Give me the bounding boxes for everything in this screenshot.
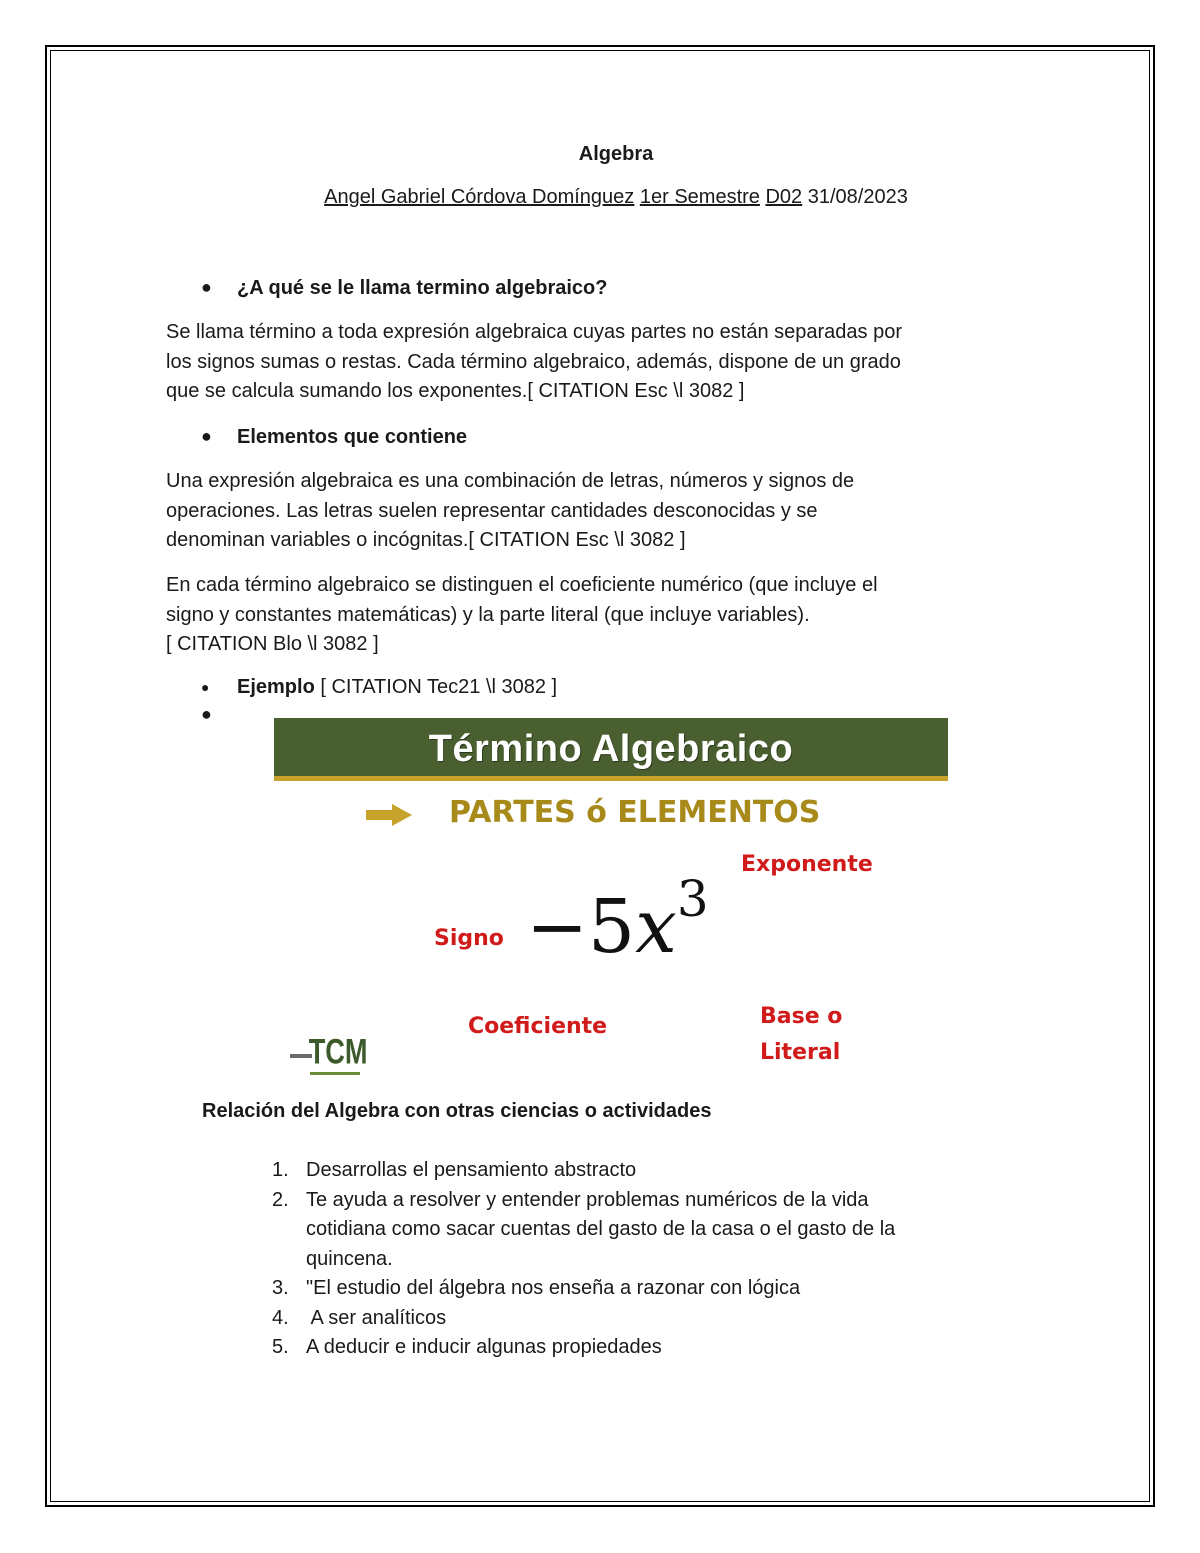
list-number: 2. (272, 1188, 289, 1211)
document-subtitle (0, 186, 1200, 209)
elements-heading-text: Elementos que contiene (237, 426, 468, 448)
tcm-logo (290, 1024, 370, 1084)
paragraph-line: Se llama término a toda expresión algebraica cuyas partes no están separadas por (166, 321, 902, 343)
list-number: 4. (272, 1306, 289, 1329)
list-item-line: A ser analíticos (306, 1306, 447, 1329)
list-item-line: Desarrollas el pensamiento abstracto (306, 1159, 637, 1181)
paragraph-line: operaciones. Las letras suelen representar cantidades desconocidas y se (166, 499, 818, 522)
example-citation: [ CITATION Tec21 \l 3082 ] (314, 676, 558, 698)
list-item-line: cotidiana como sacar cuentas del gasto de la casa o el gasto de la (306, 1218, 896, 1240)
elements-heading (201, 426, 468, 449)
semester: 1er Semestre (639, 186, 760, 208)
base-label-line2: Literal (760, 1040, 841, 1065)
coefficient-label: Coeficiente (468, 1014, 608, 1039)
expression-variable: x (635, 884, 677, 970)
question-heading (201, 277, 608, 300)
paragraph-line: los signos sumas o restas. Cada término algebraico, además, dispone de un grado (166, 350, 901, 373)
list-item-line: Te ayuda a resolver y entender problemas numéricos de la vida (306, 1188, 869, 1211)
paragraph-line: Una expresión algebraica es una combinación de letras, números y signos de (166, 470, 855, 492)
definition-paragraph (166, 318, 1046, 407)
relation-list (272, 1156, 1052, 1396)
algebraic-expression (526, 870, 709, 970)
document-title: Algebra (578, 143, 654, 165)
list-number: 1. (272, 1159, 289, 1181)
paragraph-line: denominan variables o incógnitas.[ CITATION Esc \l 3082 ] (166, 529, 686, 551)
bullet-icon: ● (201, 426, 212, 446)
bullet-icon: ● (201, 704, 212, 724)
expression-exponent: 3 (676, 870, 709, 928)
expression-coefficient: −5 (526, 884, 636, 970)
author-name: Angel Gabriel Córdova Domínguez (324, 186, 635, 208)
list-item-line: "El estudio del álgebra nos enseña a razonar con lógica (306, 1277, 801, 1299)
paragraph-line: En cada término algebraico se distinguen el coeficiente numérico (que incluye el (166, 574, 878, 596)
date: 31/08/2023 (807, 186, 908, 208)
bullet-icon: ● (201, 277, 212, 297)
question-heading-text: ¿A qué se le llama termino algebraico? (237, 277, 608, 299)
paragraph-line: [ CITATION Blo \l 3082 ] (166, 633, 379, 655)
figure-subtitle: PARTES ó ELEMENTOS (449, 795, 821, 830)
relation-heading: Relación del Algebra con otras ciencias o actividades (202, 1100, 712, 1122)
group: D02 (765, 186, 803, 208)
example-heading (201, 676, 558, 699)
algebraic-term-figure (274, 718, 950, 1088)
elements-paragraph-1 (166, 467, 1046, 556)
list-item-line: A deducir e inducir algunas propiedades (306, 1336, 662, 1358)
bullet-icon: ● (201, 679, 210, 695)
base-label-line1: Base o (760, 1004, 843, 1029)
list-number: 3. (272, 1277, 289, 1299)
elements-paragraph-2 (166, 571, 1046, 660)
arrow-right-icon (366, 804, 412, 826)
paragraph-line: signo y constantes matemáticas) y la parte literal (que incluye variables). (166, 603, 810, 626)
list-number: 5. (272, 1336, 289, 1358)
exponent-label: Exponente (741, 852, 873, 877)
example-heading-text: Ejemplo (237, 676, 315, 698)
list-item-line: quincena. (306, 1247, 393, 1270)
paragraph-line: que se calcula sumando los exponentes.[ CITATION Esc \l 3082 ] (166, 380, 745, 402)
logo-text: TCM (308, 1032, 368, 1072)
sign-label: Signo (434, 926, 504, 951)
figure-banner-title: Término Algebraico (428, 728, 794, 770)
